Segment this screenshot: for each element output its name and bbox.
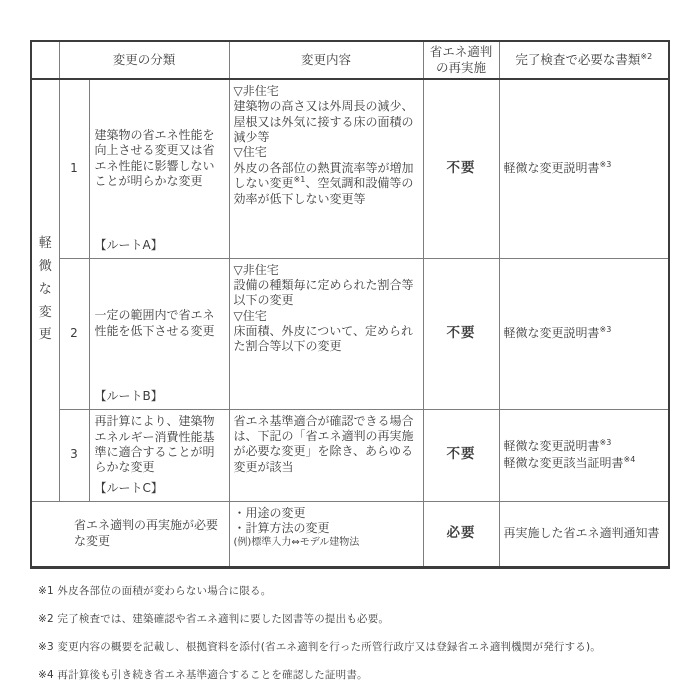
header-docs [499,41,669,79]
route-label: 【ルートA】 [94,238,163,253]
content-line: ▽非住宅 [233,262,279,277]
header-category-label: 変更の分類 [112,52,176,67]
header-docs-note: ※2 [640,51,653,61]
category-cell [31,501,229,567]
doc-item: 軽微な変更説明書$^{※3}$ [503,324,612,340]
category-text: 建築物の省エネ性能を向上させる変更又は省エネ性能に影響しないことが明らかな変更 [94,128,215,189]
content-line: 設備の種類毎に定められた割合等以下の変更 [233,277,414,308]
rejudge-status: 不要 [423,258,499,409]
footnote: ※2 完了検査では、建築確認や省エネ適判に要した図書等の提出も必要。 [38,613,390,625]
content-cell [229,258,423,409]
table-header-row [31,41,669,79]
doc-item: 再実施した省エネ適判通知書 [503,525,660,540]
footnote-ref: ※1 [293,175,306,185]
content-cell [229,501,423,567]
content-line: ▽住宅 [233,145,267,160]
footnotes [38,584,668,696]
doc-item: 軽微な変更説明書$^{※3}$ [503,160,612,176]
group-cell-minor-changes [31,79,59,501]
footnote: ※3 変更内容の概要を記載し、根拠資料を添付(省エネ適判を行った所管行政庁又は登録省エネ適判機関が発行する)。 [38,641,602,653]
header-empty-cell [31,41,59,79]
footnote: ※1 外皮各部位の面積が変わらない場合に限る。 [38,585,272,597]
content-line: ・計算方法の変更 [233,520,330,535]
content-line: ▽非住宅 [233,84,279,98]
footnote-ref: ※3 [599,324,612,334]
rejudge-status: 必要 [423,501,499,567]
footnote-ref: ※3 [599,438,612,448]
category-cell [89,409,229,501]
footnote: ※4 再計算後も引き続き省エネ基準適合することを確認した証明書。 [38,669,368,681]
content-line: ・用途の変更 [233,505,306,520]
category-text: 一定の範囲内で省エネ性能を低下させる変更 [94,308,215,338]
change-classification-table [30,40,670,569]
content-line: 床面積、外皮について、定められた割合等以下の変更 [233,323,414,354]
header-category [59,41,229,79]
row-number: 2 [59,258,89,409]
content-line: 省エネ基準適合が確認できる場合は、下記の「省エネ適判の再実施が必要な変更」を除き、あらゆる変更が該当 [233,413,414,474]
doc-item: 軽微な変更説明書$^{※3}$ [503,438,612,454]
docs-cell [499,258,669,409]
route-label: 【ルートC】 [94,481,163,496]
group-label: 軽微な変更 [38,236,52,343]
table-row [31,258,669,409]
row-number: 3 [59,409,89,501]
rejudge-status: 不要 [423,79,499,258]
header-docs-label: 完了検査で必要な書類 [515,52,641,67]
docs-cell [499,79,669,258]
docs-cell [499,409,669,501]
header-rejudge [423,41,499,79]
header-rejudge-label: 省エネ適判の再実施 [429,44,493,75]
content-line: 建築物の高さ又は外周長の減少、屋根又は外気に接する床の面積の減少等 [233,99,414,145]
row-number: 1 [59,79,89,258]
category-text: 再計算により、建築物エネルギー消費性能基準に適合することが明らかな変更 [94,414,215,475]
footnote-ref: ※4 [623,454,636,464]
table-row [31,79,669,258]
footnote-ref: ※3 [599,160,612,170]
content-example: (例)標準入力⇔モデル建物法 [233,537,360,549]
rejudge-status: 不要 [423,409,499,501]
header-content-label: 変更内容 [301,52,352,67]
route-label: 【ルートB】 [94,389,163,404]
table-row-rejudge-required [31,501,669,567]
doc-item: 軽微な変更該当証明書$^{※4}$ [503,454,636,470]
category-text: 省エネ適判の再実施が必要な変更 [74,518,219,548]
category-cell [89,258,229,409]
table-row [31,409,669,501]
content-line: ▽住宅 [233,308,267,323]
content-cell [229,79,423,258]
content-line: 外皮の各部位の熱貫流率等が増加しない変更$^{※1}$、空気調和設備等の効率が低下しない変更等 [233,160,414,206]
category-cell [89,79,229,258]
content-cell [229,409,423,501]
docs-cell [499,501,669,567]
header-content [229,41,423,79]
